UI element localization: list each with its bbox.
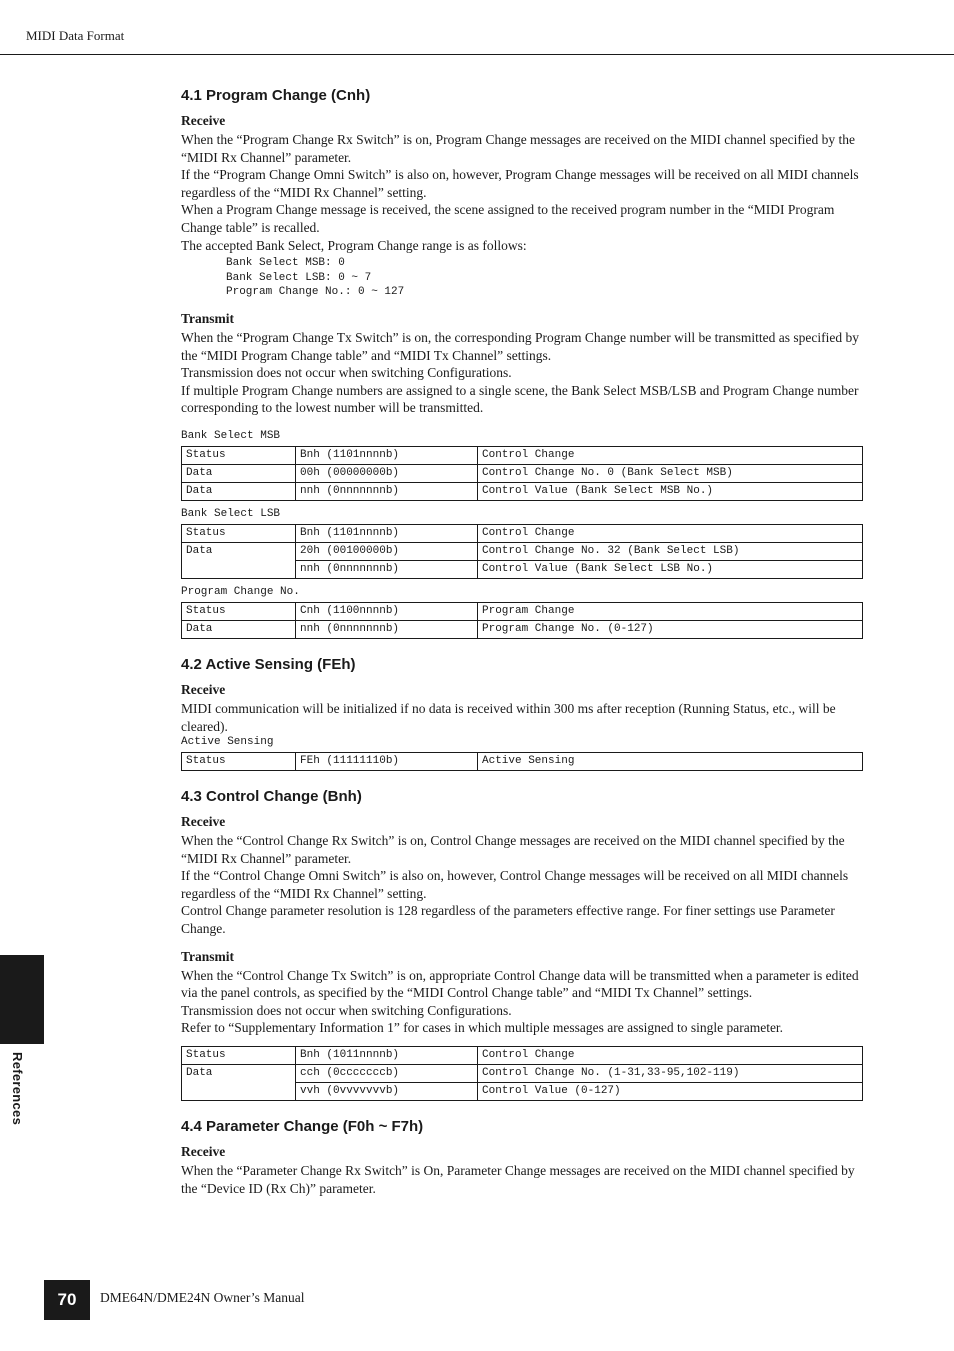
table-cell: nnh (0nnnnnnnb) (296, 620, 478, 638)
table-cell: Bnh (1101nnnnb) (296, 446, 478, 464)
table-row (182, 482, 863, 500)
paragraph: Transmission does not occur when switching Configurations. (181, 1002, 512, 1018)
table-cell: Control Change No. 32 (Bank Select LSB) (478, 542, 863, 560)
section-heading-active-sensing: 4.2 Active Sensing (FEh) (181, 655, 356, 673)
paragraph: Control Change parameter resolution is 128 regardless of the parameters effective range. For finer settings use Parameter Change. (181, 903, 835, 937)
accepted-range-list (226, 256, 863, 300)
transmit-subheading: Transmit (181, 310, 234, 326)
receive-subheading: Receive (181, 113, 226, 128)
transmit-subheading: Transmit (181, 948, 234, 964)
table-cell: Control Change No. (1-31,33-95,102-119) (478, 1065, 863, 1083)
paragraph: MIDI communication will be initialized if no data is received within 300 ms after reception (Running Status, etc., will be cleared). (181, 700, 836, 734)
table-row (182, 542, 863, 560)
table-cell: Data (182, 1065, 296, 1083)
header-rule (0, 54, 954, 55)
table-cell: Data (182, 542, 296, 560)
table-cell: 20h (00100000b) (296, 542, 478, 560)
message-table-control-change (181, 1046, 863, 1101)
side-tab-marker (0, 955, 44, 1044)
table-cell: Data (182, 464, 296, 482)
running-header: MIDI Data Format (26, 28, 125, 43)
paragraph: When a Program Change message is received, the scene assigned to the received program number in the “MIDI Program Change table” is recalled. (181, 202, 835, 235)
table-row (182, 602, 863, 620)
paragraph: The accepted Bank Select, Program Change range is as follows: (181, 237, 527, 253)
table-cell: nnh (0nnnnnnnb) (296, 482, 478, 500)
table-cell: Status (182, 753, 296, 771)
table-cell: cch (0cccccccb) (296, 1065, 478, 1083)
table-caption: Active Sensing (181, 736, 274, 749)
table-cell: Control Value (0-127) (478, 1083, 863, 1101)
table-row (182, 464, 863, 482)
table-cell: Data (182, 482, 296, 500)
table-cell: Control Change (478, 524, 863, 542)
paragraph: When the “Control Change Rx Switch” is on, Control Change messages are received on the MIDI channel specified by the “MIDI Rx Channel” parameter. (181, 833, 845, 866)
message-table-active-sensing (181, 752, 863, 771)
table-cell (182, 1083, 296, 1101)
table-cell (182, 560, 296, 578)
table-cell: Status (182, 446, 296, 464)
table-cell: Program Change (478, 602, 863, 620)
page-content (181, 86, 863, 1197)
table-cell: Control Change (478, 446, 863, 464)
table-row (182, 560, 863, 578)
table-caption: Bank Select LSB (181, 507, 281, 520)
message-table-program-change (181, 602, 863, 639)
table-cell: Cnh (1100nnnnb) (296, 602, 478, 620)
table-row (182, 1047, 863, 1065)
range-line: Bank Select MSB: 0 (226, 257, 345, 270)
section-heading-program-change: 4.1 Program Change (Cnh) (181, 87, 371, 104)
table-cell: Status (182, 524, 296, 542)
section-heading-parameter-change: 4.4 Parameter Change (F0h ~ F7h) (181, 1118, 424, 1136)
message-table-bank-select-lsb (181, 524, 863, 579)
paragraph: When the “Parameter Change Rx Switch” is On, Parameter Change messages are received on the MIDI channel specified by the “Device ID (Rx Ch)” parameter. (181, 1163, 855, 1196)
range-line: Bank Select LSB: 0 ~ 7 (226, 271, 372, 284)
table-cell: Data (182, 620, 296, 638)
table-cell: Bnh (1101nnnnb) (296, 524, 478, 542)
table-caption: Bank Select MSB (181, 429, 281, 442)
side-tab-label: References (10, 1052, 25, 1126)
table-cell: Program Change No. (0-127) (478, 620, 863, 638)
footer-manual-title: DME64N/DME24N Owner’s Manual (100, 1290, 305, 1305)
paragraph: If the “Program Change Omni Switch” is also on, however, Program Change messages will be received on all MIDI channels regardless of the “MIDI Rx Channel” setting. (181, 167, 859, 200)
table-cell: nnh (0nnnnnnnb) (296, 560, 478, 578)
table-cell: Control Change (478, 1047, 863, 1065)
table-cell: Control Value (Bank Select MSB No.) (478, 482, 863, 500)
paragraph: If multiple Program Change numbers are assigned to a single scene, the Bank Select MSB/LSB and Program Change number corresponding to the lowest number will be transmitted. (181, 382, 859, 416)
table-cell: Active Sensing (478, 753, 863, 771)
table-cell: FEh (11111110b) (296, 753, 478, 771)
paragraph: If the “Control Change Omni Switch” is also on, however, Control Change messages will be received on all MIDI channels regardless of the “MIDI Rx Channel” setting. (181, 868, 849, 901)
receive-subheading: Receive (181, 814, 226, 830)
table-row (182, 1065, 863, 1083)
section-heading-control-change: 4.3 Control Change (Bnh) (181, 788, 362, 806)
paragraph: Transmission does not occur when switching Configurations. (181, 365, 512, 381)
table-row (182, 524, 863, 542)
table-cell: Control Change No. 0 (Bank Select MSB) (478, 464, 863, 482)
paragraph: When the “Control Change Tx Switch” is on, appropriate Control Change data will be transmitted when a parameter is edited via the panel controls, as specified by the “MIDI Control Change table” and “MIDI Tx Channel” settings. (181, 967, 859, 1001)
table-cell: vvh (0vvvvvvvb) (296, 1083, 478, 1101)
table-cell: Status (182, 602, 296, 620)
receive-subheading: Receive (181, 1144, 226, 1160)
table-row (182, 1083, 863, 1101)
paragraph: When the “Program Change Tx Switch” is on, the corresponding Program Change number will be transmitted as specified by the “MIDI Program Change table” and “MIDI Tx Channel” settings. (181, 329, 859, 363)
table-cell: Status (182, 1047, 296, 1065)
message-table-bank-select-msb (181, 446, 863, 501)
table-row (182, 753, 863, 771)
paragraph: Refer to “Supplementary Information 1” for cases in which multiple messages are assigned to single parameter. (181, 1020, 784, 1036)
table-cell: 00h (00000000b) (296, 464, 478, 482)
range-line: Program Change No.: 0 ~ 127 (226, 286, 405, 299)
table-cell: Bnh (1011nnnnb) (296, 1047, 478, 1065)
paragraph: When the “Program Change Rx Switch” is on, Program Change messages are received on the MIDI channel specified by the “MIDI Rx Channel” parameter. (181, 132, 856, 165)
page-number: 70 (44, 1280, 90, 1320)
table-cell: Control Value (Bank Select LSB No.) (478, 560, 863, 578)
table-caption: Program Change No. (181, 585, 300, 598)
receive-subheading: Receive (181, 681, 226, 697)
table-row (182, 620, 863, 638)
table-row (182, 446, 863, 464)
